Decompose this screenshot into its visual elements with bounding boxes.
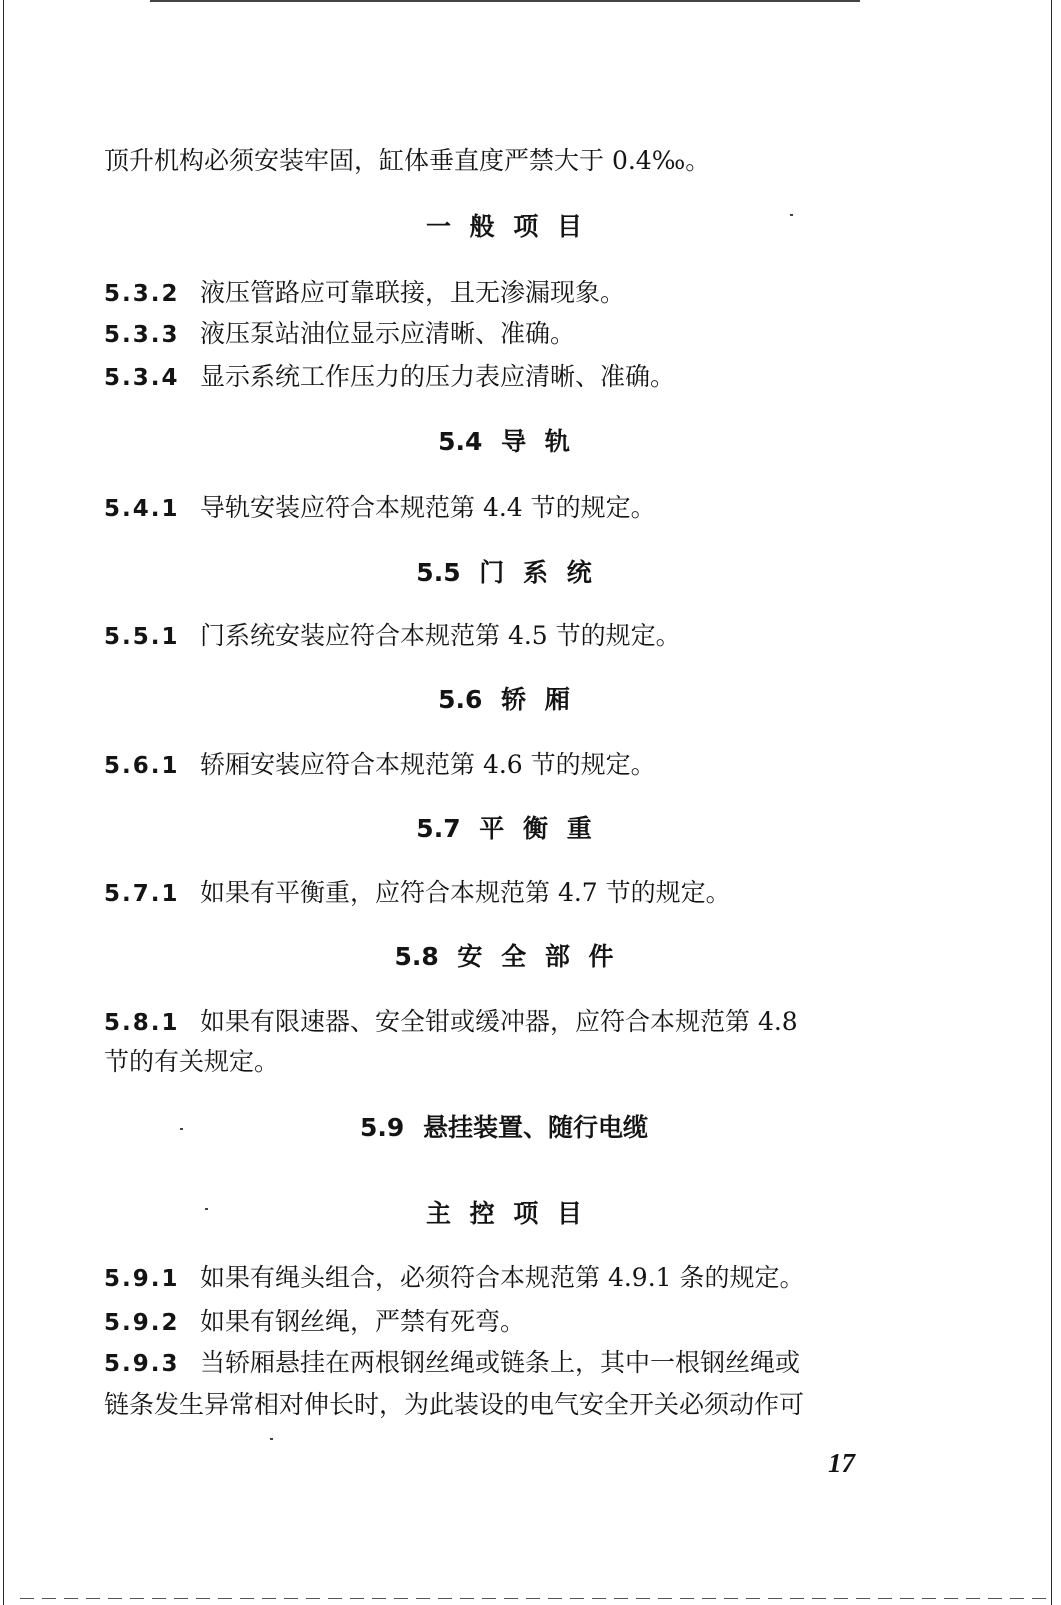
clause-5-3-4: [104, 360, 675, 395]
clause-text: 导轨安装应符合本规范第 4.4 节的规定。: [200, 493, 656, 522]
section-5-9-heading: 5.9 悬挂装置、随行电缆: [360, 1113, 648, 1142]
section-5-4-heading: 5.4 导 轨: [438, 427, 570, 456]
clause-text: 如果有平衡重，应符合本规范第 4.7 节的规定。: [200, 878, 731, 907]
scan-speck: [270, 1438, 273, 1440]
clause-5-3-3: [104, 317, 575, 352]
clause-5-4-1: [104, 491, 656, 526]
clause-text: 如果有绳头组合，必须符合本规范第 4.9.1 条的规定。: [200, 1263, 805, 1292]
general-items-heading: 一 般 项 目: [425, 212, 583, 241]
section-5-5-heading: 5.5 门 系 统: [416, 558, 592, 587]
page-number: 17: [828, 1448, 855, 1478]
clause-text: 轿厢安装应符合本规范第 4.6 节的规定。: [200, 750, 656, 779]
section-5-6-heading: 5.6 轿 厢: [438, 685, 570, 714]
page-edge-left: [3, 0, 4, 1605]
page-edge-top: [150, 0, 860, 2]
clause-5-5-1: [104, 619, 681, 654]
clause-5-9-3-continued: 链条发生异常相对伸长时，为此装设的电气安全开关必须动作可: [104, 1390, 805, 1419]
clause-5-7-1: [104, 876, 731, 911]
clause-number: 5.3.3: [104, 322, 180, 348]
clause-5-9-3: [104, 1346, 800, 1381]
clause-number: 5.3.4: [104, 365, 180, 391]
clause-5-9-2: [104, 1305, 525, 1340]
clause-number: 5.9.3: [104, 1351, 180, 1377]
clause-text: 显示系统工作压力的压力表应清晰、准确。: [200, 362, 676, 391]
clause-5-8-1: [104, 1005, 798, 1040]
clause-number: 5.9.2: [104, 1310, 180, 1336]
clause-text: 如果有限速器、安全钳或缓冲器，应符合本规范第 4.8: [200, 1007, 798, 1036]
clause-number: 5.7.1: [104, 881, 180, 907]
clause-number: 5.8.1: [104, 1010, 180, 1036]
clause-text: 如果有钢丝绳，严禁有死弯。: [200, 1307, 526, 1336]
clause-5-3-2: [104, 276, 625, 311]
section-5-8-heading: 5.8 安 全 部 件: [394, 942, 614, 971]
clause-5-6-1: [104, 748, 656, 783]
clause-number: 5.3.2: [104, 281, 180, 307]
page-edge-right: [1051, 0, 1052, 1605]
clause-number: 5.5.1: [104, 624, 180, 650]
clause-text: 液压泵站油位显示应清晰、准确。: [200, 319, 576, 348]
clause-number: 5.9.1: [104, 1266, 180, 1292]
page-edge-bottom: [20, 1598, 1050, 1599]
section-5-7-heading: 5.7 平 衡 重: [416, 814, 592, 843]
clause-5-9-1: [104, 1261, 805, 1296]
clause-number: 5.4.1: [104, 496, 180, 522]
main-items-heading: 主 控 项 目: [425, 1199, 583, 1228]
clause-text: 当轿厢悬挂在两根钢丝绳或链条上，其中一根钢丝绳或: [200, 1348, 801, 1377]
clause-text: 液压管路应可靠联接，且无渗漏现象。: [200, 278, 626, 307]
clause-number: 5.6.1: [104, 753, 180, 779]
continuation-line: 顶升机构必须安装牢固，缸体垂直度严禁大于 0.4‰。: [104, 146, 711, 175]
clause-5-8-1-continued: 节的有关规定。: [104, 1047, 280, 1076]
clause-text: 门系统安装应符合本规范第 4.5 节的规定。: [200, 621, 681, 650]
